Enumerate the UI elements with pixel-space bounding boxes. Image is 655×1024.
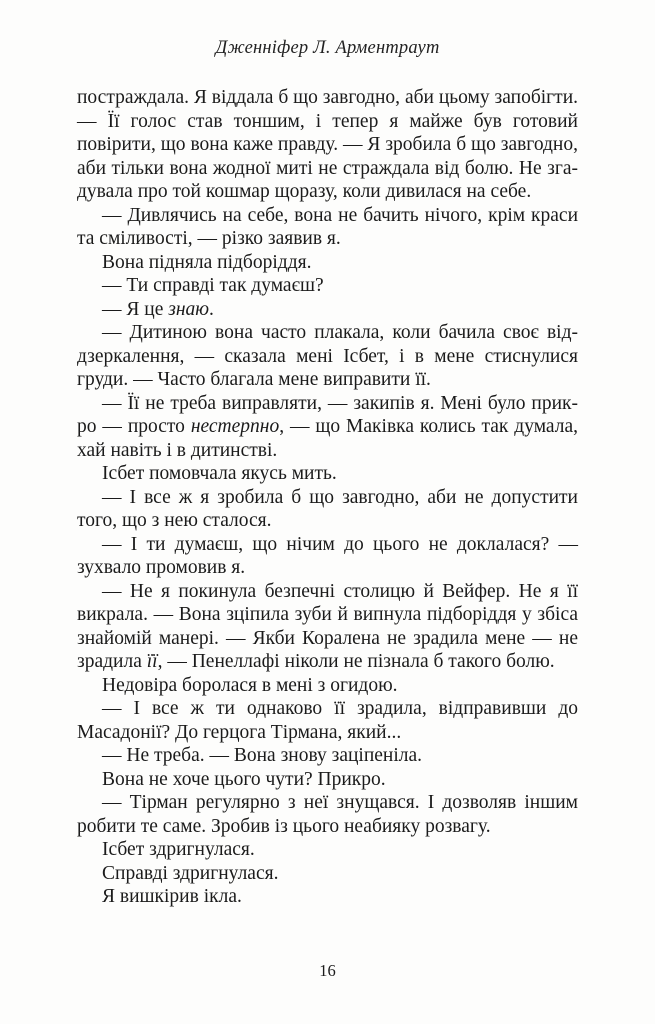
text-run: — Дивлячись на себе, вона не бачить нічого, крім краси та сміливості, — різко заявив я. bbox=[77, 204, 578, 249]
paragraph bbox=[77, 462, 578, 486]
running-header-author: Дженніфер Л. Арментраут bbox=[215, 38, 440, 58]
paragraph bbox=[77, 838, 578, 862]
text-run: , — Пенеллафі ніколи не пізнала б такого болю. bbox=[157, 651, 555, 672]
paragraph bbox=[77, 321, 578, 392]
paragraph bbox=[77, 580, 578, 674]
text-run: Ісбет здригнулася. bbox=[102, 839, 255, 860]
text-run: Справді здригнулася. bbox=[102, 862, 279, 884]
paragraph bbox=[77, 533, 578, 580]
paragraph bbox=[77, 791, 578, 838]
paragraph bbox=[77, 744, 578, 768]
text-run: Вона не хоче цього чути? Прикро. bbox=[102, 768, 386, 790]
paragraph bbox=[77, 862, 578, 886]
text-run: — Її не треба виправляти, — закипів я. Мені було прикро — просто bbox=[77, 392, 578, 437]
paragraph bbox=[77, 204, 578, 251]
paragraph bbox=[77, 251, 578, 275]
paragraph bbox=[77, 486, 578, 533]
text-run-italic: знаю bbox=[168, 298, 210, 320]
text-run: Недовіра боролася в мені з огидою. bbox=[102, 674, 398, 696]
text-run: — Дитиною вона часто плакала, коли бачила своє віддзеркалення, — сказала мені Ісбет, і в мене стиснулися груди. — Часто благала мене виправити її. bbox=[77, 322, 578, 390]
paragraph bbox=[77, 86, 578, 204]
paragraph bbox=[77, 274, 578, 298]
text-run: — І ти думаєш, що нічим до цього не доклалася? — зухвало промовив я. bbox=[77, 533, 578, 578]
text-run: — Я це bbox=[102, 298, 169, 320]
text-run: — І все ж ти однаково її зрадила, відправивши до Масадонії? До герцога Тірмана, який... bbox=[77, 698, 578, 743]
text-run: , — що Маківка колись так думала, хай навіть і в дитинстві. bbox=[77, 416, 578, 461]
text-run-italic: її bbox=[146, 651, 158, 672]
text-run: Вона підняла підборіддя. bbox=[102, 251, 312, 273]
page-number: 16 bbox=[319, 961, 336, 980]
paragraph bbox=[77, 298, 578, 322]
text-run: — Не я покинула безпечні столицю й Вейфер. Не я її викрала. — Вона зціпила зуби й випнула підборіддя у збіса знайомій манері. — Якби Коралена не зрадила мене — не зрадила bbox=[77, 580, 578, 672]
paragraph bbox=[77, 768, 578, 792]
text-run: — І все ж я зробила б що завгодно, аби не допустити того, що з нею сталося. bbox=[77, 486, 578, 531]
text-run: — Тірман регулярно з неї знущався. І дозволяв іншим робити те саме. Зробив із цього неабияку розвагу. bbox=[77, 792, 578, 837]
text-run: . bbox=[209, 298, 214, 320]
paragraph bbox=[77, 697, 578, 744]
text-run: постраждала. Я віддала б що завгодно, аби цьому запобігти. — Її голос став тоншим, і тепер я майже був готовий повірити, що вона каже правду. — Я зробила б що завгодно, аби тільки вона жодної миті не страждала від болю. Не згадувала про той кошмар щоразу, коли дивилася на себе. bbox=[77, 87, 578, 202]
page-text bbox=[77, 86, 578, 909]
paragraph bbox=[77, 674, 578, 698]
paragraph bbox=[77, 392, 578, 463]
text-run: Я вишкірив ікла. bbox=[102, 886, 242, 907]
text-run: — Ти справді так думаєш? bbox=[102, 275, 324, 296]
text-run: — Не треба. — Вона знову заціпеніла. bbox=[102, 745, 423, 766]
text-run: Ісбет помовчала якусь мить. bbox=[102, 463, 337, 484]
paragraph bbox=[77, 885, 578, 909]
text-run-italic: нестерпно bbox=[190, 416, 280, 437]
